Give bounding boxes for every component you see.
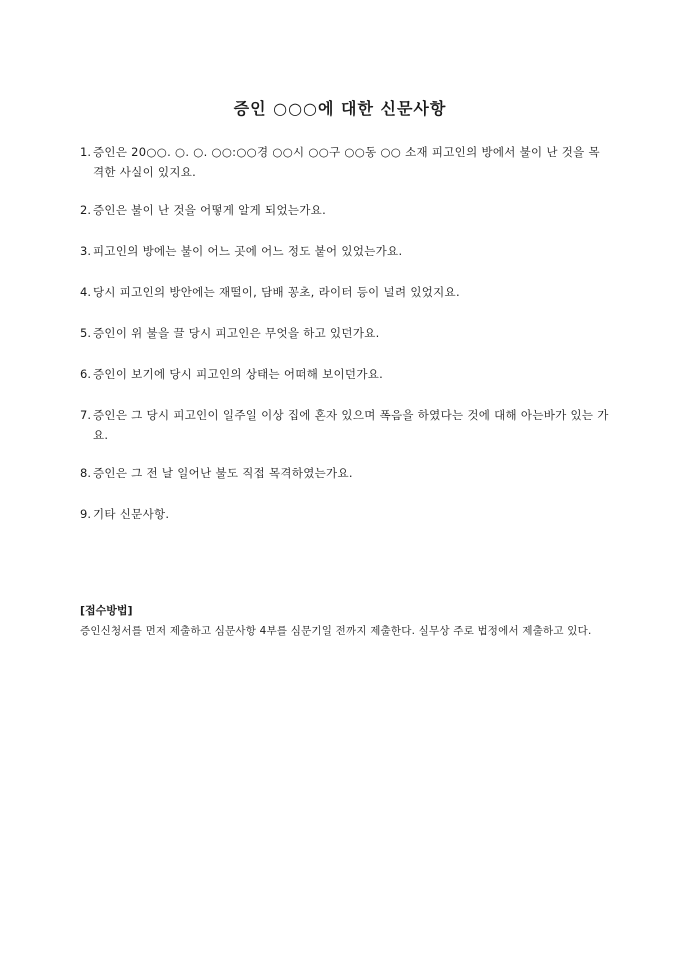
submission-method-text: 증인신청서를 먼저 제출하고 심문사항 4부를 심문기일 전까지 제출한다. 실무상 주로 법정에서 제출하고 있다. <box>80 625 592 637</box>
question-text: 증인은 그 전 날 일어난 불도 직접 목격하였는가요. <box>93 466 353 480</box>
document-title: 증인 ○○○에 대한 신문사항 <box>233 99 447 118</box>
question-text: 피고인의 방에는 불이 어느 곳에 어느 정도 붙어 있었는가요. <box>93 244 403 258</box>
question-number: 5. <box>80 326 91 340</box>
question-number: 7. <box>80 408 91 422</box>
question-item-4 <box>80 282 610 323</box>
question-item-1 <box>80 142 610 200</box>
question-list <box>80 142 610 524</box>
question-text: 증인이 위 불을 끌 당시 피고인은 무엇을 하고 있던가요. <box>93 326 380 340</box>
question-item-3 <box>80 241 610 282</box>
question-item-7 <box>80 405 610 463</box>
question-item-2 <box>80 200 610 241</box>
submission-method-section <box>80 602 610 640</box>
question-number: 8. <box>80 466 91 480</box>
question-text: 증인은 그 당시 피고인이 일주일 이상 집에 혼자 있으며 폭음을 하였다는 것에 대해 아는바가 있는 가요. <box>93 408 609 442</box>
question-item-8 <box>80 463 610 504</box>
question-number: 1. <box>80 145 91 159</box>
question-number: 3. <box>80 244 91 258</box>
question-text: 증인은 20○○. ○. ○. ○○:○○경 ○○시 ○○구 ○○동 ○○ 소재 피고인의 방에서 불이 난 것을 목격한 사실이 있지요. <box>93 145 600 179</box>
question-number: 6. <box>80 367 91 381</box>
question-item-9 <box>80 504 610 524</box>
submission-method-title: [접수방법] <box>80 604 133 617</box>
question-text: 기타 신문사항. <box>93 507 170 521</box>
question-number: 4. <box>80 285 91 299</box>
question-number: 9. <box>80 507 91 521</box>
question-item-6 <box>80 364 610 405</box>
question-text: 증인은 불이 난 것을 어떻게 알게 되었는가요. <box>93 203 327 217</box>
question-text: 당시 피고인의 방안에는 재떨이, 담배 꽁초, 라이터 등이 널려 있었지요. <box>93 285 460 299</box>
question-number: 2. <box>80 203 91 217</box>
question-text: 증인이 보기에 당시 피고인의 상태는 어떠해 보이던가요. <box>93 367 384 381</box>
question-item-5 <box>80 323 610 364</box>
